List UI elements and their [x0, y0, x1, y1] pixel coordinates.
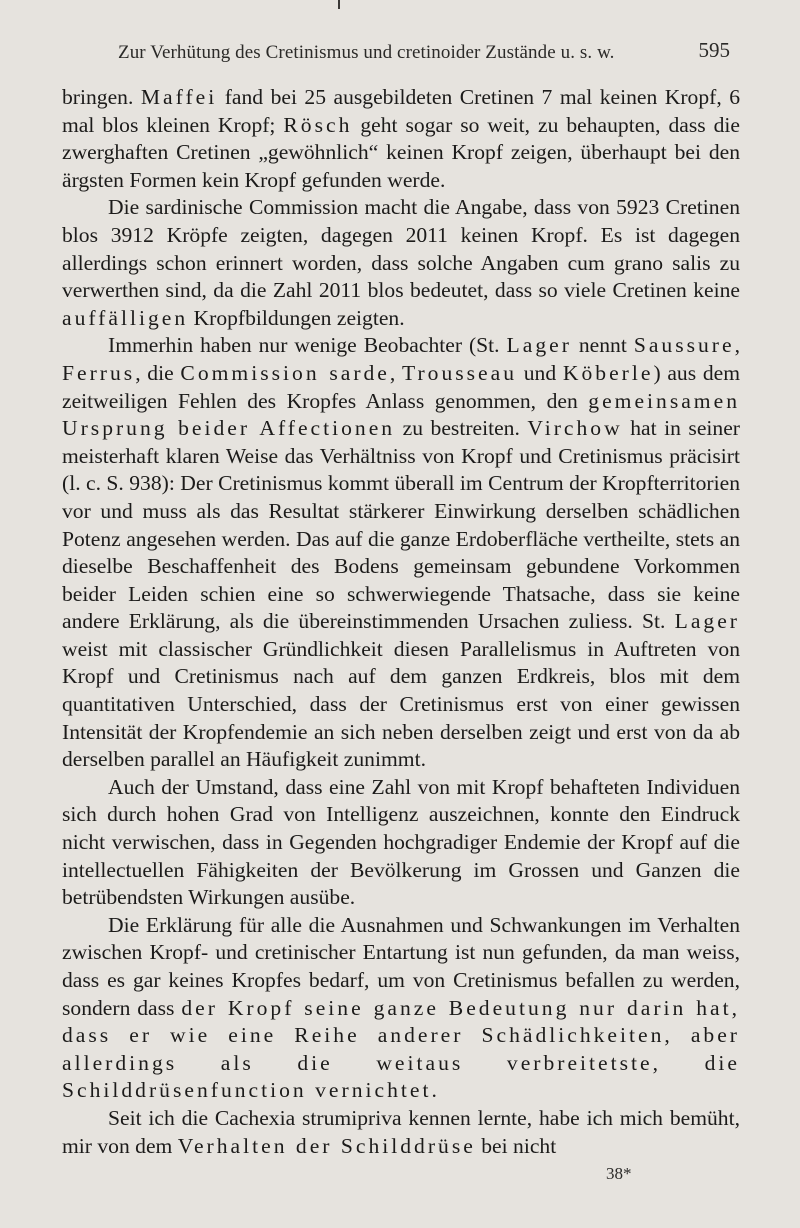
emphasized-text: auffälligen	[62, 305, 189, 330]
paragraph	[62, 332, 740, 774]
paragraph	[62, 912, 740, 1105]
emphasized-text: der Kropf seine ganze Bedeutung nur darin hat, dass er wie eine Reihe anderer Schädlichkeiten, aber allerdings als die weitaus verbreitetste, die Schilddrüsenfunction vernichtet	[62, 995, 740, 1103]
emphasized-text: Köberle	[562, 360, 654, 385]
body-text	[62, 84, 740, 1160]
emphasized-text: Lager	[674, 609, 740, 634]
paragraph-text: zu bestreiten.	[395, 416, 528, 441]
page-header	[118, 38, 730, 66]
running-title: Zur Verhütung des Cretinismus und cretinoider Zustände u. s. w.	[118, 42, 615, 63]
emphasized-text: Trousseau	[402, 360, 518, 385]
paragraph-text: Auch der Umstand, dass eine Zahl von mit Kropf behafteten Individuen sich durch hohen Grad von Intelligenz auszeichnen, konnte den Eindruck nicht verwischen, dass in Gegenden hochgradiger Endemie der Kropf auf die intellectuellen Fähigkeiten der Bevölkerung im Grossen und Ganzen die betrübendsten Wirkungen ausübe.	[62, 774, 740, 910]
paragraph	[62, 84, 740, 194]
paragraph-text: Immerhin haben nur wenige Beobachter (St.	[108, 333, 507, 358]
paragraph-text: fand bei 25 ausgebildeten Cretinen 7 mal keinen Kropf, 6 mal blos kleinen Kropf;	[62, 85, 740, 137]
emphasized-text: Ferrus	[62, 360, 136, 385]
emphasized-text: Rösch	[283, 112, 353, 137]
paragraph-text: Die sardinische Commission macht die Angabe, dass von 5923 Cretinen blos 3912 Kröpfe zeigten, dagegen 2011 keinen Kropf. Es ist dagegen allerdings schon erinnert worden, dass solche Angaben cum grano salis zu verwerthen sind, da die Zahl 2011 blos bedeutet, dass so viele Cretinen keine	[62, 195, 740, 303]
page-top-mark	[338, 0, 340, 9]
printer-signature: 38*	[606, 1164, 632, 1183]
paragraph-text: Kropfbildungen zeigten.	[188, 305, 405, 330]
emphasized-text: Commission sarde	[180, 360, 390, 385]
paragraph-text: ,	[734, 333, 740, 358]
emphasized-text: Virchow	[527, 416, 623, 441]
emphasized-text: Lager	[506, 333, 572, 358]
paragraph-text: ,	[389, 360, 403, 385]
paragraph	[62, 194, 740, 332]
emphasized-text: Verhalten der Schilddrüse	[177, 1133, 476, 1158]
paragraph-text: geht sogar so weit, zu behaupten, dass die zwerghaften Cretinen „gewöhnlich“ keinen Kropf zeigen, überhaupt bei den ärgsten Formen kein Kropf gefunden werde.	[62, 112, 740, 192]
paragraph	[62, 1105, 740, 1160]
paragraph-text: hat in seiner meisterhaft klaren Weise das Verhältniss von Kropf und Cretinismus präcisirt (l. c. S. 938): Der Cretinismus kommt überall im Centrum der Kropfterritorien vor und muss als das Resultat stärkerer Einwirkung derselben schädlichen Potenz angesehen werden. Das auf die ganze Erdoberfläche vertheilte, stets an dieselbe Beschaffenheit des Bodens gemeinsam gebundene Vorkommen beider Leiden schien eine so schwerwiegende Thatsache, dass sie keine andere Erklärung, als die übereinstimmenden Ursachen zuliess. St.	[62, 416, 740, 634]
emphasized-text: Saussure	[633, 333, 735, 358]
paragraph-text: Die Erklärung für alle die Ausnahmen und Schwankungen im Verhalten zwischen Kropf- und cretinischer Entartung ist nun gefunden, da man weiss, dass es gar keines Kropfes bedarf, um von Cretinismus befallen zu werden, sondern dass	[62, 912, 740, 1020]
paragraph	[62, 774, 740, 912]
page-number: 595	[698, 38, 730, 62]
paragraph-text: bringen.	[62, 85, 141, 109]
paragraph-text: bei nicht	[475, 1133, 557, 1158]
paragraph-text: und	[517, 360, 563, 385]
paragraph-text: nennt	[571, 333, 634, 358]
paragraph-text: ) aus dem zeitweiligen Fehlen des Kropfes Anlass genommen, den	[62, 360, 741, 413]
emphasized-text: Maffei	[140, 85, 218, 109]
paragraph-text: weist mit classischer Gründlichkeit diesen Parallelismus in Auftreten von Kropf und Cretinismus nach auf dem ganzen Erdkreis, blos mit dem quantitativen Unterschied, dass der Cretinismus erst von einer gewissen Intensität der Kropfendemie an sich neben derselben zeigt und erst von da ab derselben parallel an Häufigkeit zunimmt.	[62, 636, 740, 772]
emphasized-text: gemeinsamen Ursprung beider Affectionen	[62, 388, 740, 441]
paragraph-text: , die	[135, 360, 181, 385]
paragraph-text: Seit ich die Cachexia strumipriva kennen lernte, habe ich mich bemüht, mir von dem	[62, 1105, 740, 1158]
paragraph-text: .	[431, 1078, 437, 1103]
